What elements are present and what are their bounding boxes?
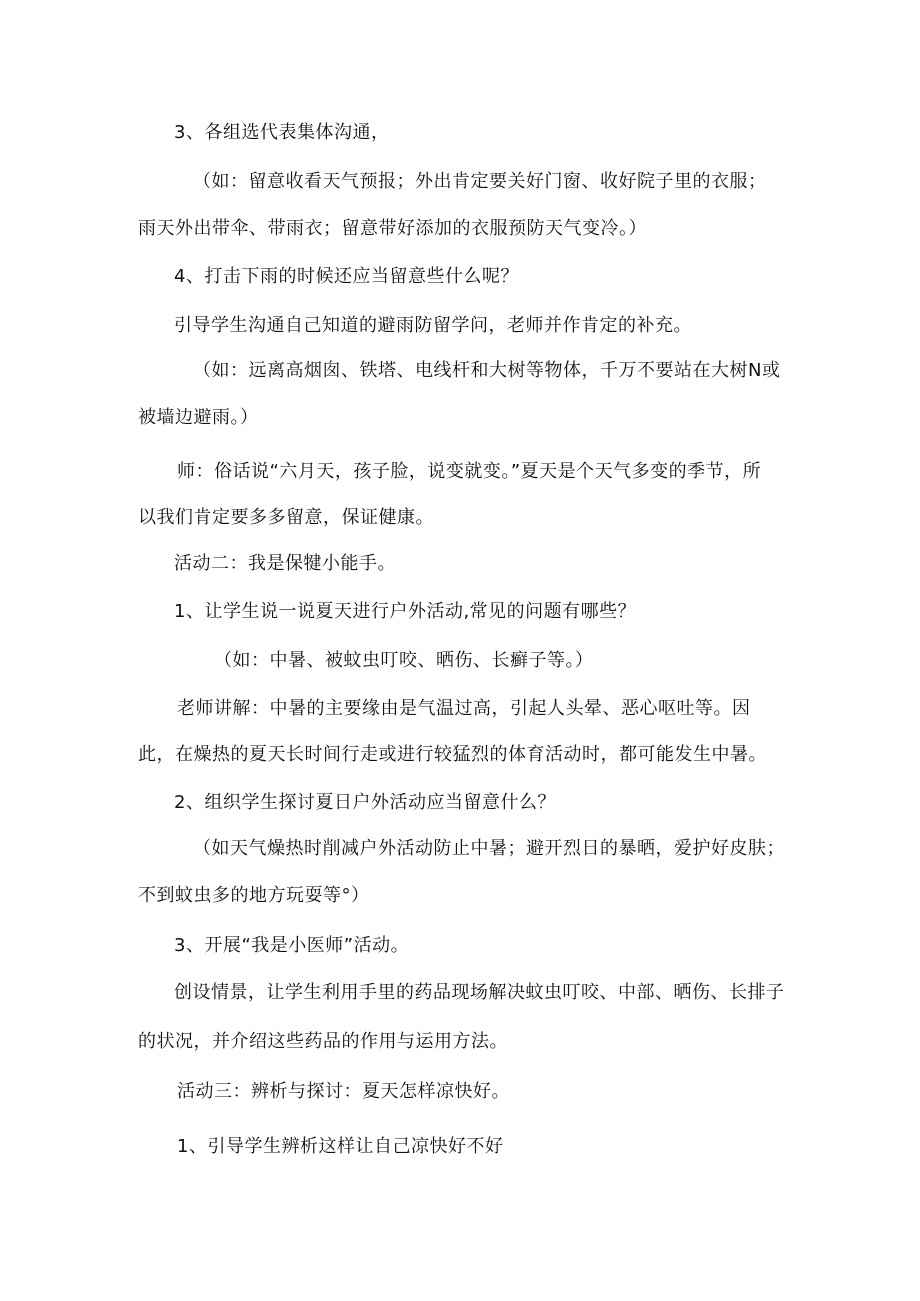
text-line: 创设情景，让学生利用手里的药品现场解决蚊虫叮咬、中部、晒伤、长排子 xyxy=(174,982,785,1003)
text-line: 3、开展“我是小医师”活动。 xyxy=(174,935,410,956)
text-line: （如：留意收看天气预报；外出肯定要关好门窗、收好院子里的衣服； xyxy=(193,171,767,192)
text-line: 1、让学生说一说夏天进行户外活动,常见的问题有哪些？ xyxy=(174,601,637,622)
text-line: 以我们肯定要多多留意，保证健康。 xyxy=(138,507,434,528)
text-line: 4、打击下雨的时候还应当留意些什么呢？ xyxy=(174,266,519,287)
text-line: （如：中暑、被蚊虫叮咬、晒伤、长癣子等。） xyxy=(214,650,594,671)
text-line: 1、引导学生辨析这样让自己凉快好不好 xyxy=(177,1136,504,1157)
section-heading: 活动二：我是保犍小能手。 xyxy=(174,553,396,574)
text-line: 引导学生沟通自己知道的避雨防留学问，老师并作肯定的补充。 xyxy=(174,315,692,336)
text-line: 2、组织学生探讨夏日户外活动应当留意什么？ xyxy=(174,792,556,813)
section-heading: 活动三：辨析与探讨：夏天怎样凉快好。 xyxy=(177,1081,510,1102)
text-line: 被墙边避雨。） xyxy=(138,407,259,428)
text-line: 不到蚊虫多的地方玩耍等°） xyxy=(138,885,370,906)
text-line: 3、各组选代表集体沟通， xyxy=(174,122,390,143)
text-line: 的状况，并介绍这些药品的作用与运用方法。 xyxy=(138,1031,508,1052)
text-line: 老师讲解：中暑的主要缘由是气温过高，引起人头晕、恶心呕吐等。因 xyxy=(177,698,751,719)
text-line: （如：远离高烟囱、铁塔、电线杆和大树等物体，千万不要站在大树N或 xyxy=(193,360,781,381)
text-line: 师：俗话说“六月天，孩子脸，说变就变。”夏天是个天气多变的季节，所 xyxy=(177,461,762,482)
text-line: 此，在燥热的夏天长时间行走或进行较猛烈的体育活动时，都可能发生中暑。 xyxy=(138,744,767,765)
text-line: （如天气燥热时削减户外活动防止中暑；避开烈日的暴晒，爱护好皮肤； xyxy=(193,838,785,859)
text-line: 雨天外出带伞、带雨衣；留意带好添加的衣服预防天气变冷。） xyxy=(138,218,647,239)
